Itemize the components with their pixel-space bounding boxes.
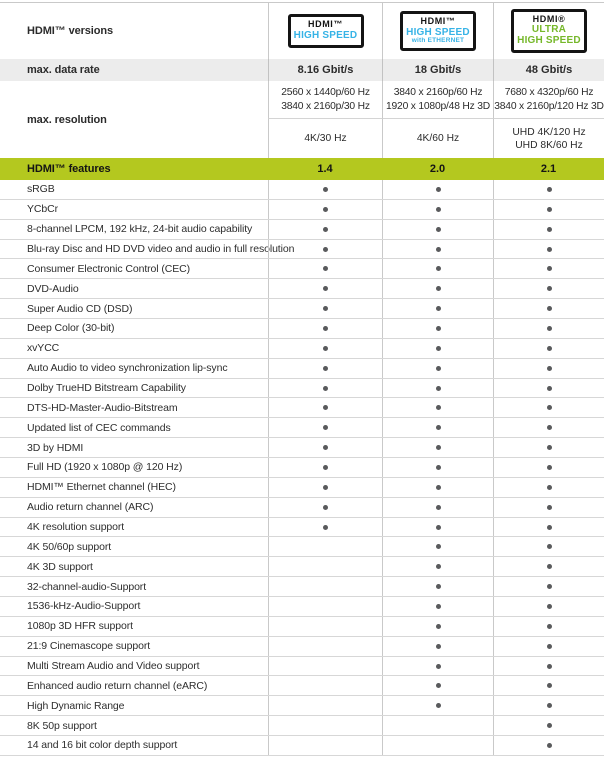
data-rate-value-hdmi21: 48 Gbit/s — [493, 59, 604, 81]
feature-rows — [0, 180, 604, 756]
support-dot — [323, 227, 328, 232]
feature-label: YCbCr — [27, 203, 59, 216]
feature-cell-hdmi20 — [382, 259, 493, 278]
feature-cell-hdmi14 — [268, 736, 382, 755]
support-dot — [436, 286, 441, 291]
resolution-line: 3840 x 2160p/120 Hz 3D — [494, 100, 604, 112]
feature-label: 8-channel LPCM, 192 kHz, 24-bit audio capability — [27, 223, 253, 236]
resolution-line: 7680 x 4320p/60 Hz — [504, 86, 594, 98]
feature-cell-hdmi20 — [382, 438, 493, 457]
feature-cell-hdmi20 — [382, 557, 493, 576]
feature-row — [0, 259, 604, 279]
support-dot — [547, 187, 552, 192]
feature-row — [0, 736, 604, 756]
support-dot — [436, 266, 441, 271]
feature-cell-hdmi14 — [268, 299, 382, 318]
feature-label: Audio return channel (ARC) — [27, 501, 154, 514]
feature-row — [0, 577, 604, 597]
feature-label: sRGB — [27, 183, 55, 196]
feature-cell-hdmi21 — [493, 438, 604, 457]
feature-label: HDMI™ Ethernet channel (HEC) — [27, 481, 176, 494]
versions-label: HDMI™ versions — [27, 25, 114, 37]
hdmi-high-speed-badge — [288, 14, 364, 48]
feature-cell-hdmi20 — [382, 518, 493, 537]
support-dot — [436, 405, 441, 410]
support-dot — [323, 207, 328, 212]
feature-cell-hdmi14 — [268, 279, 382, 298]
data-rate-value-hdmi14: 8.16 Gbit/s — [268, 59, 382, 81]
feature-cell-hdmi21 — [493, 736, 604, 755]
feature-cell-hdmi14 — [268, 418, 382, 437]
support-dot — [436, 505, 441, 510]
support-dot — [436, 703, 441, 708]
support-dot — [547, 525, 552, 530]
feature-cell-hdmi21 — [493, 220, 604, 239]
support-dot — [436, 465, 441, 470]
feature-cell-hdmi14 — [268, 518, 382, 537]
feature-row — [0, 180, 604, 200]
feature-cell-hdmi14 — [268, 676, 382, 695]
feature-cell-hdmi20 — [382, 379, 493, 398]
support-dot — [323, 505, 328, 510]
feature-cell-hdmi14 — [268, 379, 382, 398]
feature-cell-hdmi21 — [493, 299, 604, 318]
hdmi-ultra-high-speed-badge — [511, 9, 587, 54]
feature-row — [0, 398, 604, 418]
feature-cell-hdmi20 — [382, 418, 493, 437]
feature-cell-hdmi21 — [493, 557, 604, 576]
feature-row — [0, 498, 604, 518]
support-dot — [547, 544, 552, 549]
resolution-line: UHD 4K/120 Hz — [512, 126, 586, 138]
support-dot — [323, 485, 328, 490]
support-dot — [436, 564, 441, 569]
feature-label: 8K 50p support — [27, 719, 97, 732]
support-dot — [323, 405, 328, 410]
feature-cell-hdmi20 — [382, 537, 493, 556]
support-dot — [547, 405, 552, 410]
support-dot — [436, 584, 441, 589]
feature-row — [0, 339, 604, 359]
feature-cell-hdmi21 — [493, 478, 604, 497]
support-dot — [547, 366, 552, 371]
resolution-line: 2560 x 1440p/60 Hz — [281, 86, 370, 98]
feature-label: Deep Color (30-bit) — [27, 322, 115, 335]
feature-row — [0, 379, 604, 399]
support-dot — [436, 187, 441, 192]
feature-cell-hdmi14 — [268, 438, 382, 457]
feature-cell-hdmi20 — [382, 398, 493, 417]
support-dot — [323, 346, 328, 351]
support-dot — [323, 326, 328, 331]
resolution-primary-hdmi14 — [268, 81, 382, 119]
feature-label: DTS-HD-Master-Audio-Bitstream — [27, 401, 178, 414]
hdmi-logo-text: HDMI™ — [420, 15, 456, 26]
support-dot — [436, 604, 441, 609]
feature-row — [0, 200, 604, 220]
resolution-line: 1920 x 1080p/48 Hz 3D — [386, 100, 490, 112]
feature-cell-hdmi21 — [493, 180, 604, 199]
version-column-hdmi14 — [268, 3, 382, 59]
feature-row — [0, 657, 604, 677]
feature-label: Consumer Electronic Control (CEC) — [27, 262, 190, 275]
feature-row — [0, 220, 604, 240]
support-dot — [547, 326, 552, 331]
feature-cell-hdmi20 — [382, 240, 493, 259]
data-rate-row — [0, 59, 604, 81]
feature-cell-hdmi20 — [382, 299, 493, 318]
support-dot — [547, 664, 552, 669]
feature-cell-hdmi14 — [268, 498, 382, 517]
data-rate-value-hdmi20: 18 Gbit/s — [382, 59, 493, 81]
feature-cell-hdmi21 — [493, 676, 604, 695]
support-dot — [323, 445, 328, 450]
resolution-label: max. resolution — [27, 113, 107, 126]
feature-label: DVD-Audio — [27, 282, 79, 295]
support-dot — [547, 465, 552, 470]
features-version-hdmi14: 1.4 — [317, 163, 333, 175]
feature-cell-hdmi20 — [382, 696, 493, 715]
support-dot — [547, 584, 552, 589]
feature-cell-hdmi21 — [493, 359, 604, 378]
feature-label: 4K 3D support — [27, 560, 93, 573]
support-dot — [547, 505, 552, 510]
support-dot — [547, 425, 552, 430]
support-dot — [436, 346, 441, 351]
hdmi-high-speed-ethernet-badge — [400, 11, 476, 51]
feature-cell-hdmi21 — [493, 637, 604, 656]
feature-cell-hdmi21 — [493, 200, 604, 219]
feature-cell-hdmi21 — [493, 696, 604, 715]
feature-row — [0, 418, 604, 438]
feature-row — [0, 299, 604, 319]
support-dot — [547, 445, 552, 450]
feature-label: Updated list of CEC commands — [27, 421, 171, 434]
support-dot — [323, 386, 328, 391]
support-dot — [547, 604, 552, 609]
feature-label: 3D by HDMI — [27, 441, 84, 454]
support-dot — [323, 266, 328, 271]
feature-cell-hdmi21 — [493, 617, 604, 636]
resolution-line: UHD 8K/60 Hz — [515, 139, 583, 151]
feature-cell-hdmi20 — [382, 676, 493, 695]
feature-row — [0, 637, 604, 657]
feature-cell-hdmi20 — [382, 597, 493, 616]
feature-cell-hdmi20 — [382, 279, 493, 298]
feature-cell-hdmi21 — [493, 279, 604, 298]
features-header-label: HDMI™ features — [27, 163, 111, 175]
support-dot — [323, 247, 328, 252]
feature-cell-hdmi14 — [268, 537, 382, 556]
feature-cell-hdmi20 — [382, 339, 493, 358]
badge-ultra-label: ULTRA — [531, 24, 567, 36]
support-dot — [547, 564, 552, 569]
support-dot — [547, 286, 552, 291]
resolution-secondary-hdmi21 — [493, 119, 604, 158]
support-dot — [547, 723, 552, 728]
feature-cell-hdmi14 — [268, 478, 382, 497]
feature-cell-hdmi14 — [268, 637, 382, 656]
resolution-line: 4K/30 Hz — [304, 133, 347, 144]
feature-row — [0, 240, 604, 260]
badge-speed-label: HIGH SPEED — [293, 29, 358, 41]
version-column-hdmi21 — [493, 3, 604, 59]
feature-cell-hdmi21 — [493, 259, 604, 278]
support-dot — [547, 624, 552, 629]
feature-label: Dolby TrueHD Bitstream Capability — [27, 382, 186, 395]
badge-ethernet-label: with ETHERNET — [411, 36, 465, 44]
feature-row — [0, 359, 604, 379]
feature-label: Full HD (1920 x 1080p @ 120 Hz) — [27, 461, 183, 474]
feature-row — [0, 557, 604, 577]
feature-cell-hdmi21 — [493, 498, 604, 517]
resolution-line: 4K/60 Hz — [416, 133, 460, 144]
resolution-line: 3840 x 2160p/60 Hz — [393, 86, 483, 98]
resolution-block — [0, 81, 604, 158]
feature-cell-hdmi21 — [493, 597, 604, 616]
feature-cell-hdmi14 — [268, 458, 382, 477]
features-version-hdmi20: 2.0 — [429, 163, 446, 175]
feature-cell-hdmi14 — [268, 259, 382, 278]
features-header-row — [0, 158, 604, 180]
feature-row — [0, 279, 604, 299]
feature-label: xvYCC — [27, 342, 60, 355]
hdmi-comparison-table — [0, 2, 604, 756]
resolution-primary-hdmi21 — [493, 81, 604, 119]
feature-cell-hdmi14 — [268, 200, 382, 219]
feature-row — [0, 518, 604, 538]
feature-cell-hdmi14 — [268, 557, 382, 576]
feature-row — [0, 716, 604, 736]
support-dot — [323, 425, 328, 430]
feature-cell-hdmi20 — [382, 319, 493, 338]
feature-row — [0, 319, 604, 339]
support-dot — [547, 703, 552, 708]
feature-label: 4K 50/60p support — [27, 540, 112, 553]
resolution-secondary-hdmi14 — [268, 119, 382, 158]
feature-row — [0, 438, 604, 458]
version-column-hdmi20 — [382, 3, 493, 59]
resolution-secondary-hdmi20 — [382, 119, 493, 158]
feature-cell-hdmi14 — [268, 220, 382, 239]
support-dot — [547, 247, 552, 252]
feature-row — [0, 597, 604, 617]
support-dot — [323, 286, 328, 291]
support-dot — [547, 644, 552, 649]
support-dot — [547, 386, 552, 391]
feature-cell-hdmi20 — [382, 220, 493, 239]
support-dot — [436, 425, 441, 430]
feature-cell-hdmi14 — [268, 398, 382, 417]
support-dot — [436, 386, 441, 391]
feature-cell-hdmi21 — [493, 418, 604, 437]
support-dot — [436, 306, 441, 311]
support-dot — [436, 366, 441, 371]
feature-cell-hdmi20 — [382, 180, 493, 199]
feature-label: 4K resolution support — [27, 521, 125, 534]
support-dot — [547, 306, 552, 311]
support-dot — [436, 544, 441, 549]
support-dot — [436, 664, 441, 669]
resolution-line: 3840 x 2160p/30 Hz — [281, 100, 370, 112]
feature-cell-hdmi20 — [382, 736, 493, 755]
feature-cell-hdmi21 — [493, 379, 604, 398]
support-dot — [436, 227, 441, 232]
support-dot — [547, 266, 552, 271]
feature-cell-hdmi21 — [493, 458, 604, 477]
feature-cell-hdmi21 — [493, 398, 604, 417]
feature-cell-hdmi14 — [268, 657, 382, 676]
feature-cell-hdmi14 — [268, 180, 382, 199]
feature-cell-hdmi20 — [382, 617, 493, 636]
hdmi-logo-text: HDMI™ — [308, 19, 343, 30]
feature-row — [0, 478, 604, 498]
support-dot — [436, 445, 441, 450]
support-dot — [547, 485, 552, 490]
badge-speed-label: HIGH SPEED — [517, 35, 581, 47]
support-dot — [436, 207, 441, 212]
feature-row — [0, 696, 604, 716]
feature-cell-hdmi14 — [268, 240, 382, 259]
feature-cell-hdmi14 — [268, 696, 382, 715]
feature-label: Multi Stream Audio and Video support — [27, 660, 200, 673]
feature-cell-hdmi14 — [268, 716, 382, 735]
support-dot — [436, 485, 441, 490]
support-dot — [323, 525, 328, 530]
feature-label: 1080p 3D HFR support — [27, 620, 133, 633]
feature-label: High Dynamic Range — [27, 699, 125, 712]
feature-cell-hdmi21 — [493, 339, 604, 358]
feature-cell-hdmi21 — [493, 240, 604, 259]
feature-cell-hdmi21 — [493, 657, 604, 676]
hdmi-logo-text: HDMI® — [532, 13, 566, 24]
support-dot — [323, 465, 328, 470]
feature-label: 14 and 16 bit color depth support — [27, 739, 178, 752]
support-dot — [436, 247, 441, 252]
support-dot — [547, 207, 552, 212]
feature-cell-hdmi14 — [268, 577, 382, 596]
data-rate-label: max. data rate — [27, 64, 100, 76]
feature-cell-hdmi20 — [382, 498, 493, 517]
support-dot — [436, 525, 441, 530]
feature-cell-hdmi21 — [493, 518, 604, 537]
feature-cell-hdmi14 — [268, 359, 382, 378]
support-dot — [436, 624, 441, 629]
support-dot — [547, 346, 552, 351]
feature-label: Blu-ray Disc and HD DVD video and audio in full resolution — [27, 243, 295, 255]
support-dot — [547, 683, 552, 688]
support-dot — [323, 187, 328, 192]
resolution-primary-hdmi20 — [382, 81, 493, 119]
feature-label: Auto Audio to video synchronization lip-sync — [27, 362, 228, 375]
feature-cell-hdmi21 — [493, 319, 604, 338]
feature-cell-hdmi21 — [493, 577, 604, 596]
feature-cell-hdmi20 — [382, 200, 493, 219]
feature-row — [0, 676, 604, 696]
support-dot — [547, 743, 552, 748]
feature-cell-hdmi20 — [382, 478, 493, 497]
feature-label: 21:9 Cinemascope support — [27, 640, 151, 653]
feature-cell-hdmi20 — [382, 359, 493, 378]
feature-cell-hdmi14 — [268, 339, 382, 358]
feature-cell-hdmi20 — [382, 657, 493, 676]
support-dot — [323, 366, 328, 371]
feature-label: Enhanced audio return channel (eARC) — [27, 679, 208, 692]
support-dot — [547, 227, 552, 232]
feature-label: 1536-kHz-Audio-Support — [27, 600, 141, 613]
versions-row — [0, 3, 604, 59]
feature-cell-hdmi20 — [382, 458, 493, 477]
feature-label: Super Audio CD (DSD) — [27, 302, 133, 315]
feature-cell-hdmi14 — [268, 319, 382, 338]
support-dot — [436, 644, 441, 649]
support-dot — [436, 326, 441, 331]
feature-label: 32-channel-audio-Support — [27, 580, 147, 593]
feature-row — [0, 458, 604, 478]
badge-speed-label: HIGH SPEED — [406, 26, 470, 38]
support-dot — [436, 683, 441, 688]
support-dot — [323, 306, 328, 311]
feature-cell-hdmi21 — [493, 537, 604, 556]
feature-cell-hdmi20 — [382, 577, 493, 596]
feature-cell-hdmi21 — [493, 716, 604, 735]
feature-cell-hdmi14 — [268, 617, 382, 636]
feature-cell-hdmi20 — [382, 716, 493, 735]
feature-row — [0, 537, 604, 557]
features-version-hdmi21: 2.1 — [540, 163, 557, 175]
feature-cell-hdmi14 — [268, 597, 382, 616]
feature-cell-hdmi20 — [382, 637, 493, 656]
feature-row — [0, 617, 604, 637]
